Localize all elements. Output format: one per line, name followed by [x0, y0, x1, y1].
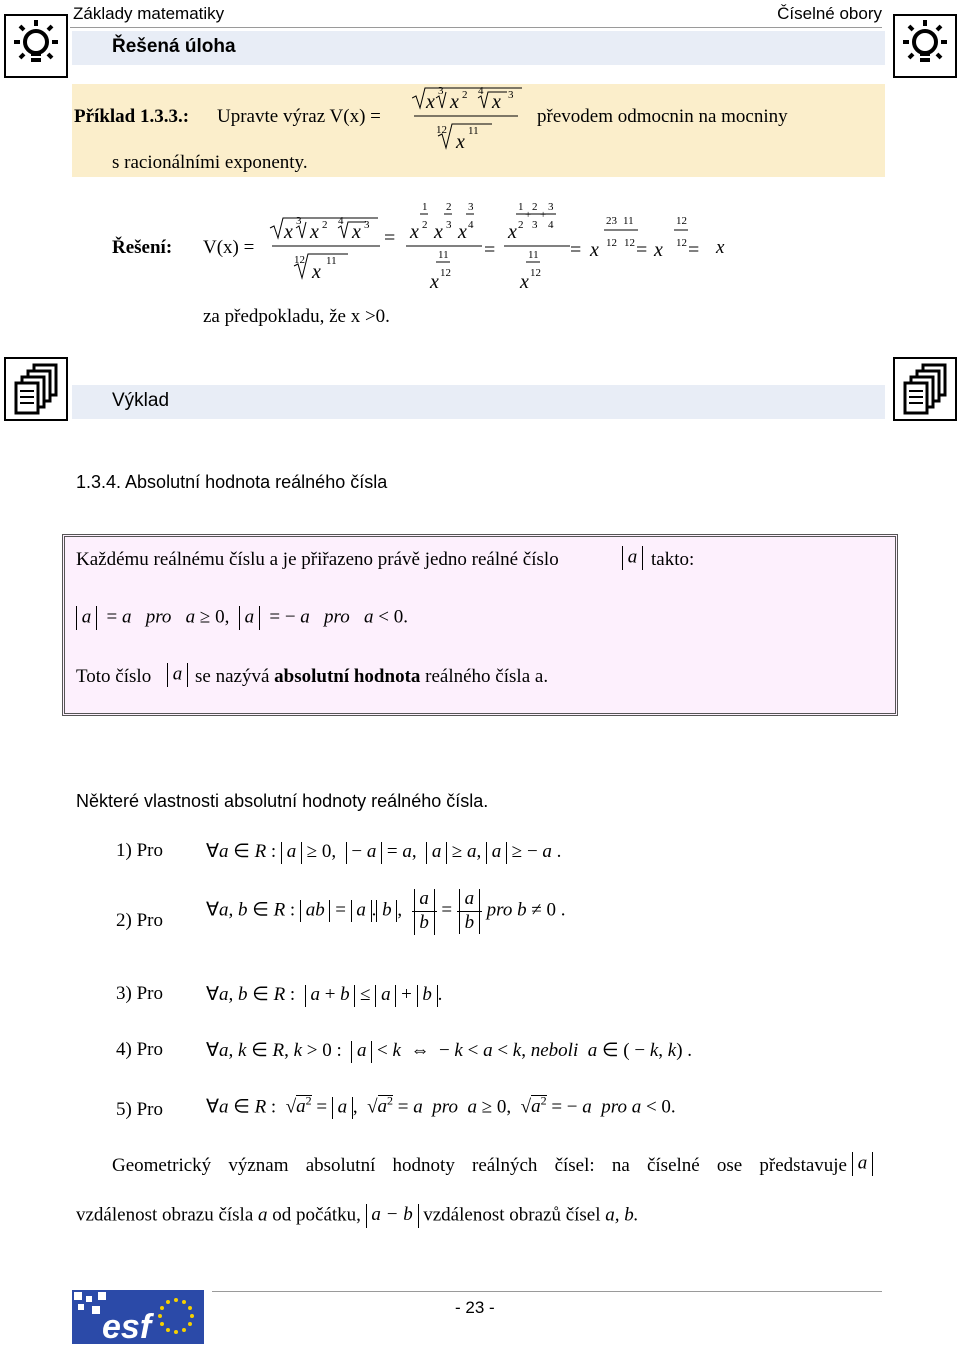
- vyklad-title-bar: [72, 385, 885, 419]
- svg-text:x: x: [456, 131, 465, 153]
- vyklad-title: Výklad: [112, 390, 170, 411]
- svg-text:x: x: [352, 221, 361, 243]
- svg-text:x: x: [458, 221, 467, 243]
- svg-text:x: x: [430, 271, 439, 293]
- svg-text:x: x: [590, 239, 599, 261]
- geometric-line2: vzdálenost obrazu čísla a od počátku, a − b vzdálenost obrazů čísel a, b.: [76, 1204, 639, 1228]
- svg-text:x: x: [520, 271, 529, 293]
- example-text-c: s racionálními exponenty.: [112, 152, 308, 173]
- svg-text:11: 11: [468, 125, 479, 137]
- svg-text:2: 2: [532, 201, 538, 213]
- solution-derivation: [268, 196, 738, 301]
- property-3-label: 3) Pro: [116, 983, 163, 1004]
- svg-text:12: 12: [676, 237, 687, 249]
- property-5-formula: ∀a ∈ R : $√a^2 = a$ , $√a^2 = a$ pro a ≥ 0, $√a^2$ = − a pro a < 0.: [206, 1094, 676, 1118]
- svg-text:2: 2: [422, 219, 428, 231]
- svg-text:3: 3: [532, 219, 538, 231]
- svg-text:x: x: [426, 91, 435, 113]
- definition-line3-c: reálného čísla a.: [425, 666, 549, 687]
- svg-text:12: 12: [440, 267, 451, 279]
- document-stack-icon: [893, 357, 957, 421]
- solution-label: Řešení:: [112, 237, 173, 258]
- svg-text:4: 4: [338, 215, 344, 227]
- svg-text:x: x: [310, 221, 319, 243]
- svg-text:11: 11: [528, 249, 539, 261]
- svg-text:3: 3: [364, 219, 370, 231]
- svg-text:+: +: [540, 209, 547, 221]
- svg-text:3: 3: [296, 215, 302, 227]
- svg-text:12: 12: [530, 267, 541, 279]
- definition-formula: a = a pro a ≥ 0, a = − a pro a < 0.: [76, 606, 408, 630]
- definition-line3-bold: absolutní hodnota: [274, 666, 421, 687]
- svg-text:4: 4: [468, 219, 474, 231]
- svg-text:x: x: [284, 221, 293, 243]
- property-1-formula: ∀a ∈ R : a ≥ 0, − a = a, a ≥ a, a ≥ − a .: [206, 841, 562, 862]
- property-4-formula: ∀a, k ∈ R, k > 0 : a < k ⇔ − k < a < k, neboli a ∈ ( − k, k) .: [206, 1040, 693, 1061]
- svg-text:x: x: [410, 221, 419, 243]
- exp-r2: 11: [623, 215, 634, 227]
- solved-title-bar: [72, 31, 885, 65]
- svg-text:2: 2: [322, 219, 328, 231]
- svg-text:12: 12: [606, 237, 617, 249]
- property-4-label: 4) Pro: [116, 1039, 163, 1060]
- geometric-line2-a: vzdálenost obrazu čísla: [76, 1204, 254, 1226]
- definition-abs-a-2: a: [167, 663, 188, 687]
- svg-text:12: 12: [436, 124, 447, 136]
- svg-text:2: 2: [518, 219, 524, 231]
- lightbulb-icon: [4, 14, 68, 78]
- svg-text:4: 4: [548, 219, 554, 231]
- svg-text:12: 12: [676, 215, 687, 227]
- solution-lhs: V(x) =: [203, 237, 255, 258]
- svg-text:x: x: [434, 221, 443, 243]
- svg-text:1: 1: [518, 201, 524, 213]
- svg-text:11: 11: [438, 249, 449, 261]
- document-stack-icon: [4, 357, 68, 421]
- solution-final: x: [716, 237, 725, 258]
- example-label: Příklad 1.3.3.:: [74, 106, 190, 127]
- geometric-abs-a: a: [852, 1152, 873, 1176]
- svg-text:x: x: [492, 91, 501, 113]
- svg-text:+: +: [525, 209, 532, 221]
- svg-text:12: 12: [294, 254, 305, 266]
- properties-title: Některé vlastnosti absolutní hodnoty reálného čísla.: [76, 791, 489, 811]
- svg-text:x: x: [312, 261, 321, 283]
- geometric-line2-c: vzdálenost obrazů čísel: [423, 1204, 601, 1226]
- svg-text:=: =: [384, 227, 396, 249]
- definition-line1-a: Každému reálnému číslu a je přiřazeno právě jedno reálné číslo: [76, 549, 559, 570]
- svg-text:2: 2: [462, 89, 468, 101]
- example-expression: [412, 86, 522, 162]
- svg-text:2: 2: [446, 201, 452, 213]
- esf-logo: [72, 1290, 204, 1344]
- svg-text:=: =: [688, 239, 700, 261]
- definition-line3-a: Toto číslo: [76, 666, 152, 687]
- svg-text:x: x: [654, 239, 663, 261]
- property-5-label: 5) Pro: [116, 1099, 163, 1120]
- header-right: Číselné obory: [777, 4, 882, 23]
- svg-text:1: 1: [422, 201, 428, 213]
- svg-text:3: 3: [438, 86, 444, 97]
- svg-text:=: =: [484, 239, 496, 261]
- exp-r1: 23: [606, 215, 617, 227]
- geometric-line2-b: od počátku,: [272, 1204, 361, 1226]
- svg-text:x: x: [508, 221, 517, 243]
- lightbulb-icon: [893, 14, 957, 78]
- svg-text:3: 3: [446, 219, 452, 231]
- svg-text:11: 11: [326, 255, 337, 267]
- property-3-formula: ∀a, b ∈ R : a + b ≤ a + b .: [206, 984, 443, 1005]
- example-text-a: Upravte výraz V(x) =: [217, 106, 381, 127]
- property-1-label: 1) Pro: [116, 840, 163, 861]
- definition-line3-b: se nazývá: [195, 666, 270, 687]
- svg-text:x: x: [450, 91, 459, 113]
- solution-condition: za předpokladu, že x >0.: [203, 306, 390, 327]
- svg-text:3: 3: [508, 89, 514, 101]
- definition-abs-a: a: [622, 546, 643, 570]
- svg-text:=: =: [570, 239, 582, 261]
- svg-text:esf: esf: [102, 1308, 152, 1344]
- geometric-line2-d: a, b.: [605, 1204, 639, 1226]
- footer-rule: [212, 1291, 882, 1292]
- page-number: - 23 -: [455, 1298, 495, 1317]
- svg-text:=: =: [636, 239, 648, 261]
- svg-text:12: 12: [624, 237, 635, 249]
- svg-text:3: 3: [548, 201, 554, 213]
- definition-line3: [195, 666, 548, 688]
- example-text-b: převodem odmocnin na mocniny: [537, 106, 788, 127]
- property-2-label: 2) Pro: [116, 910, 163, 931]
- geometric-line1: Geometrický význam absolutní hodnoty reálných čísel: na číselné ose představuje: [112, 1155, 847, 1176]
- solved-title: Řešená úloha: [112, 36, 236, 57]
- section-title: 1.3.4. Absolutní hodnota reálného čísla: [76, 472, 388, 492]
- svg-text:3: 3: [468, 201, 474, 213]
- property-2-formula: ∀a, b ∈ R : ab = a . b , $\frac{a}{b}$ = $\frac{a}{b}$ pro b ≠ 0 .: [206, 888, 566, 933]
- header-rule: [70, 27, 882, 28]
- definition-line1-b: takto:: [651, 549, 695, 570]
- svg-text:4: 4: [478, 86, 484, 97]
- header-left: Základy matematiky: [73, 4, 225, 23]
